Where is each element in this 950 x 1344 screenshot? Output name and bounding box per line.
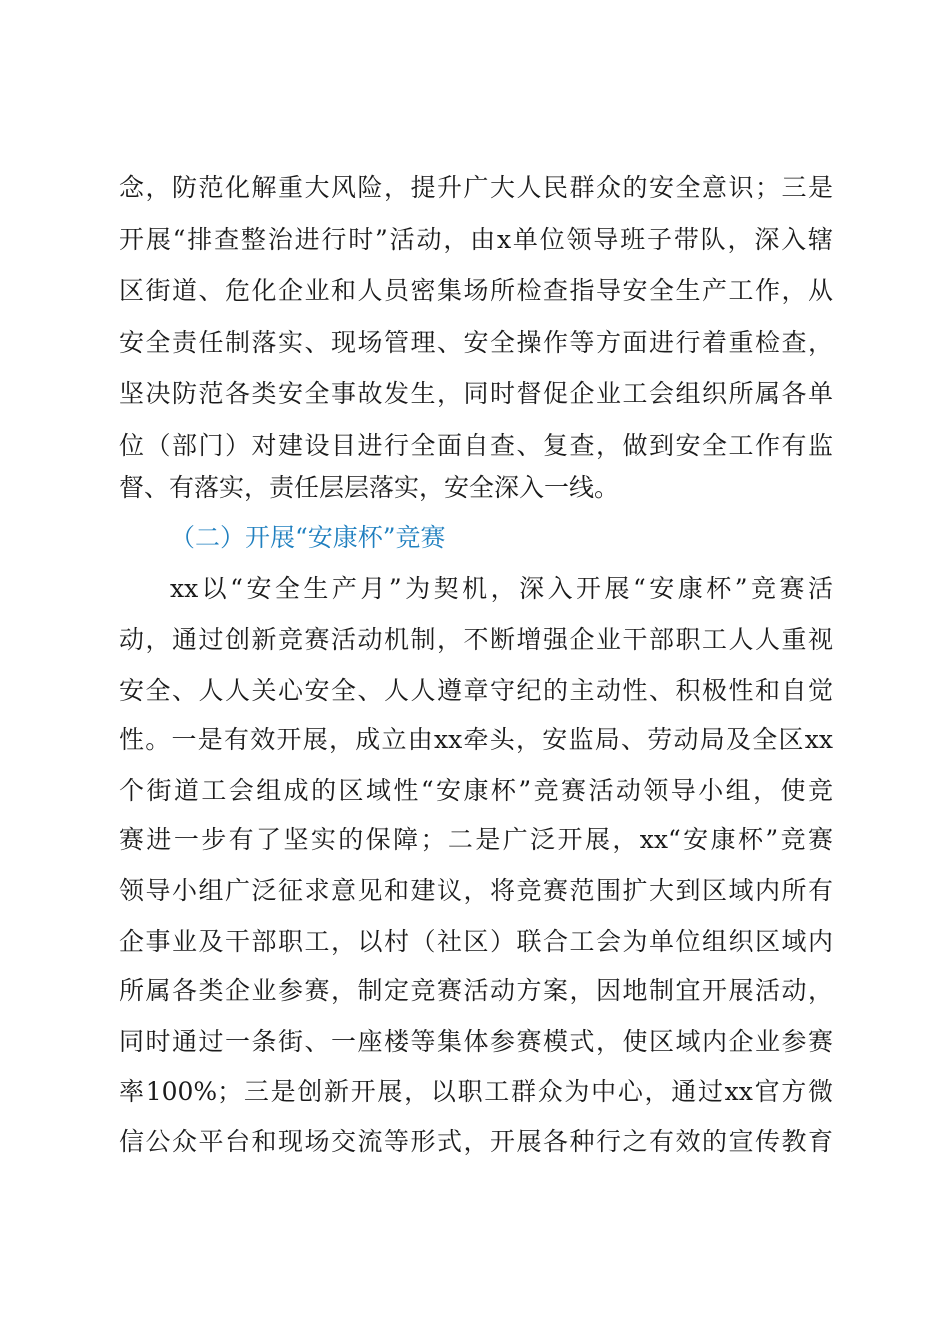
paragraph-line: 赛进一步有了坚实的保障；二是广泛开展，xx“安康杯”竞赛 — [119, 825, 833, 854]
paragraph-line: 动，通过创新竞赛活动机制，不断增强企业干部职工人人重视 — [119, 625, 833, 654]
paragraph-line: xx以“安全生产月”为契机，深入开展“安康杯”竞赛活 — [170, 574, 833, 603]
paragraph-line: 性。一是有效开展，成立由xx牵头，安监局、劳动局及全区xx — [119, 725, 833, 754]
paragraph-line: 坚决防范各类安全事故发生，同时督促企业工会组织所属各单 — [119, 379, 833, 408]
paragraph-line: 督、有落实，责任层层落实，安全深入一线。 — [119, 473, 620, 502]
section-heading: （二）开展“安康杯”竞赛 — [170, 523, 446, 552]
paragraph-line: 开展“排查整治进行时”活动，由x单位领导班子带队，深入辖 — [119, 225, 833, 254]
paragraph-line: 安全、人人关心安全、人人遵章守纪的主动性、积极性和自觉 — [119, 676, 833, 705]
paragraph-line: 个街道工会组成的区域性“安康杯”竞赛活动领导小组，使竞 — [119, 776, 833, 805]
paragraph-line: 领导小组广泛征求意见和建议，将竞赛范围扩大到区域内所有 — [119, 876, 833, 905]
paragraph-line: 率100%；三是创新开展，以职工群众为中心，通过xx官方微 — [119, 1077, 833, 1106]
paragraph-line: 信公众平台和现场交流等形式，开展各种行之有效的宣传教育 — [119, 1127, 833, 1156]
paragraph-line: 安全责任制落实、现场管理、安全操作等方面进行着重检查， — [119, 328, 833, 357]
paragraph-line: 企事业及干部职工，以村（社区）联合工会为单位组织区域内 — [119, 927, 833, 956]
paragraph-line: 念，防范化解重大风险，提升广大人民群众的安全意识；三是 — [119, 173, 833, 202]
paragraph-line: 位（部门）对建设目进行全面自查、复查，做到安全工作有监 — [119, 431, 833, 460]
paragraph-line: 所属各类企业参赛，制定竞赛活动方案，因地制宜开展活动， — [119, 976, 833, 1005]
paragraph-line: 同时通过一条街、一座楼等集体参赛模式，使区域内企业参赛 — [119, 1027, 833, 1056]
paragraph-line: 区街道、危化企业和人员密集场所检查指导安全生产工作，从 — [119, 276, 833, 305]
